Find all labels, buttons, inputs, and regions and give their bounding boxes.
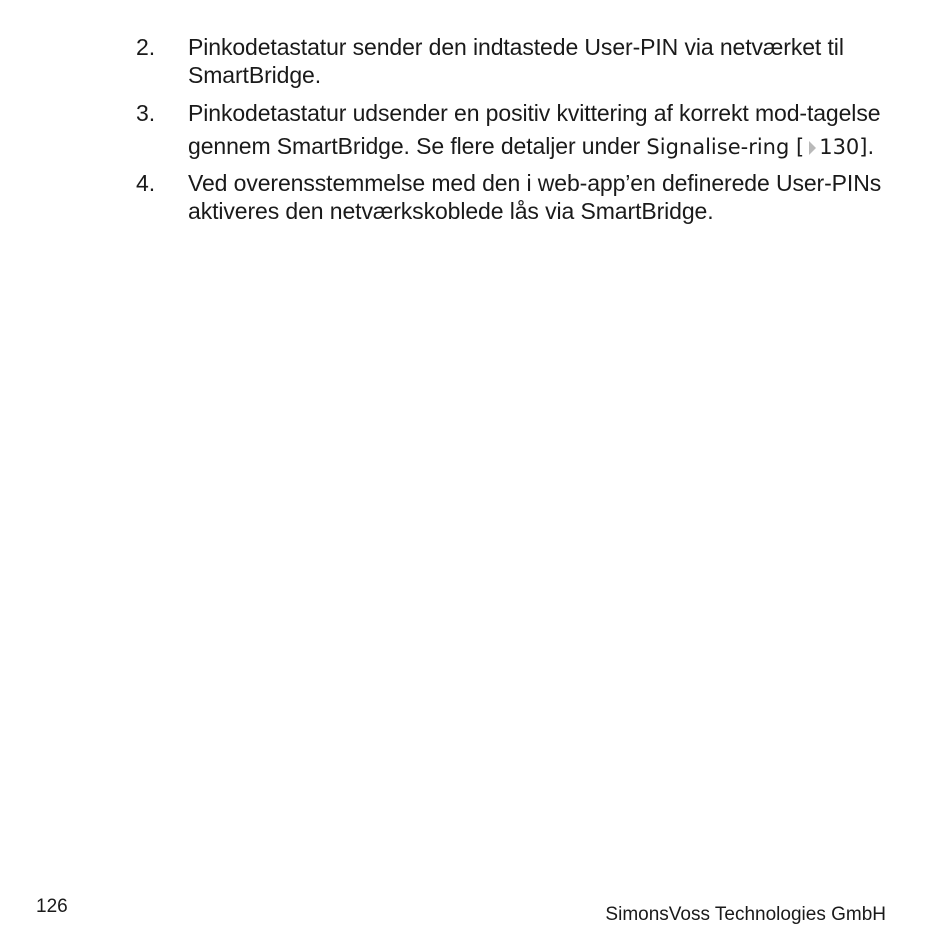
xref-bracket-open: [	[796, 135, 805, 159]
step-list	[136, 33, 896, 235]
cross-reference-link[interactable]	[646, 135, 874, 159]
step-number: 3.	[136, 100, 155, 126]
step-number: 4.	[136, 170, 155, 196]
cross-reference-page: 130	[819, 135, 860, 159]
xref-bracket-close: ].	[859, 135, 875, 159]
step-number: 2.	[136, 34, 155, 60]
cross-reference-label: Signalise-ring	[646, 135, 790, 159]
page-number: 126	[36, 896, 68, 917]
triangle-right-icon	[809, 141, 816, 155]
step-text: Pinkodetastatur sender den indtastede User-PIN via netværket til SmartBridge.	[188, 34, 844, 88]
step-2	[136, 33, 896, 89]
step-3	[136, 97, 896, 164]
company-name: SimonsVoss Technologies GmbH	[605, 904, 886, 925]
step-4	[136, 169, 896, 225]
step-text: Ved overensstemmelse med den i web-app’en definerede User-PINs aktiveres den netværkskoblede lås via SmartBridge.	[188, 170, 882, 224]
step-text: Pinkodetastatur udsender en positiv kvittering af korrekt mod-tagelse gennem SmartBridge. Se flere detaljer under	[188, 100, 881, 159]
